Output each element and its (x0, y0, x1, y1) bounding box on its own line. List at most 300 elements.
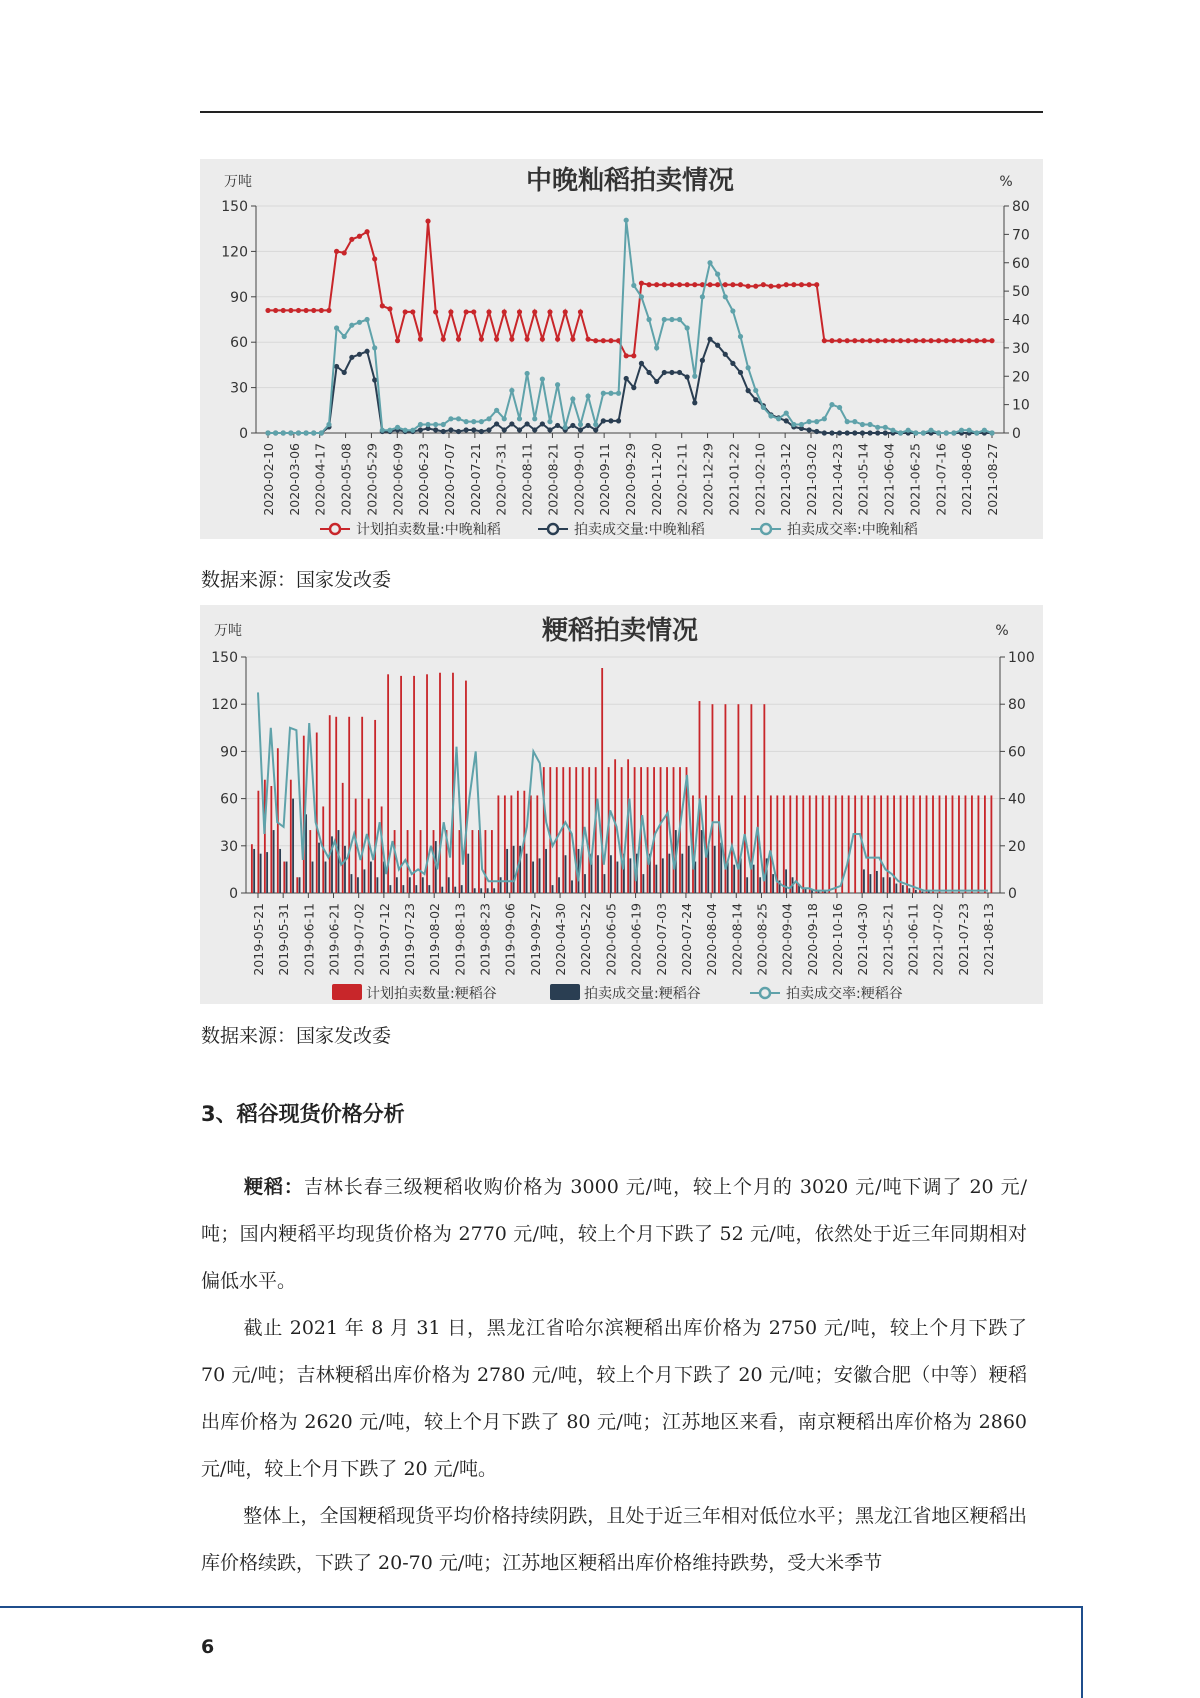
series-point (601, 418, 606, 423)
x-tick-label: 2021-08-06 (959, 443, 975, 516)
y-right-tick-label: 40 (1012, 312, 1030, 329)
y-right-tick-label: 0 (1012, 426, 1021, 442)
bar-1 (286, 862, 288, 893)
series-point (730, 308, 735, 313)
y-right-tick-label: 30 (1012, 340, 1030, 357)
bar-0 (472, 830, 474, 893)
series-point (662, 282, 667, 287)
series-point (883, 430, 888, 435)
x-tick-label: 2020-07-24 (678, 903, 694, 976)
series-point (913, 338, 918, 343)
y-right-tick-label: 70 (1012, 227, 1030, 244)
series-point (753, 284, 758, 289)
series-point (395, 338, 400, 343)
series-point (486, 416, 491, 421)
series-point (448, 427, 453, 432)
bar-1 (565, 855, 567, 893)
y-left-tick-label: 60 (230, 335, 248, 352)
bar-0 (712, 704, 714, 893)
x-tick-label: 2020-12-29 (700, 443, 716, 516)
series-point (342, 370, 347, 375)
bar-0 (257, 791, 259, 893)
series-point (692, 374, 697, 379)
bar-0 (880, 795, 882, 893)
bar-0 (919, 795, 921, 893)
bar-0 (828, 795, 830, 893)
bar-1 (668, 854, 670, 893)
bar-1 (759, 877, 761, 893)
bar-1 (415, 885, 417, 893)
x-tick-label: 2020-05-29 (364, 443, 380, 516)
series-point (761, 405, 766, 410)
bar-0 (965, 795, 967, 893)
bar-0 (789, 795, 791, 893)
series-point (570, 396, 575, 401)
x-tick-label: 2019-07-23 (402, 903, 418, 976)
series-point (547, 309, 552, 314)
bar-1 (292, 799, 294, 893)
series-point (944, 338, 949, 343)
series-point (646, 317, 651, 322)
y-right-tick-label: 40 (1008, 791, 1026, 808)
x-tick-label: 2021-07-23 (955, 903, 971, 976)
bar-0 (666, 767, 668, 893)
series-point (509, 337, 514, 342)
bar-1 (389, 885, 391, 893)
bar-1 (253, 849, 255, 893)
series-point (685, 282, 690, 287)
series-point (784, 411, 789, 416)
bar-0 (562, 767, 564, 893)
x-tick-label: 2020-12-11 (674, 443, 690, 516)
bar-0 (329, 715, 331, 893)
series-point (959, 338, 964, 343)
series-point (471, 419, 476, 424)
x-tick-label: 2019-05-31 (276, 903, 292, 976)
legend-label: 计划拍卖数量:粳稻谷 (366, 986, 497, 1002)
series-point (989, 430, 994, 435)
series-point (578, 309, 583, 314)
series-point (456, 337, 461, 342)
series-point (974, 338, 979, 343)
legend-swatch (550, 984, 580, 1000)
series-point (852, 430, 857, 435)
series-point (837, 430, 842, 435)
x-tick-label: 2020-07-21 (467, 443, 483, 516)
bar-0 (945, 795, 947, 893)
legend-swatch (332, 984, 362, 1000)
bar-0 (757, 795, 759, 893)
series-point (593, 422, 598, 427)
bar-1 (584, 874, 586, 893)
x-tick-label: 2019-08-23 (477, 903, 493, 976)
series-point (639, 281, 644, 286)
bar-1 (772, 874, 774, 893)
series-point (281, 430, 286, 435)
bar-0 (900, 795, 902, 893)
x-tick-label: 2020-08-21 (545, 443, 561, 516)
series-point (486, 427, 491, 432)
series-point (326, 422, 331, 427)
paragraph-1 (201, 1164, 1027, 1305)
chart-japonica-auction (200, 605, 1043, 1004)
bar-0 (906, 795, 908, 893)
bar-0 (926, 795, 928, 893)
series-point (570, 337, 575, 342)
series-point (319, 430, 324, 435)
bar-0 (536, 795, 538, 893)
bar-0 (361, 717, 363, 893)
bar-1 (753, 865, 755, 893)
series-point (425, 422, 430, 427)
x-tick-label: 2021-05-21 (880, 903, 896, 976)
bar-0 (251, 844, 253, 893)
series-point (471, 427, 476, 432)
series-point (867, 430, 872, 435)
bar-1 (532, 862, 534, 893)
series-point (372, 256, 377, 261)
x-tick-label: 2020-04-30 (553, 903, 569, 976)
bar-0 (316, 733, 318, 893)
bar-0 (971, 795, 973, 893)
series-point (555, 382, 560, 387)
series-point (806, 427, 811, 432)
series-point (380, 303, 385, 308)
bar-1 (545, 849, 547, 893)
series-point (867, 422, 872, 427)
series-point (860, 422, 865, 427)
series-point (852, 419, 857, 424)
series-point (822, 430, 827, 435)
bar-1 (526, 854, 528, 893)
x-tick-label: 2021-04-30 (855, 903, 871, 976)
series-point (364, 349, 369, 354)
x-tick-label: 2020-06-23 (416, 443, 432, 516)
series-point (646, 370, 651, 375)
bar-1 (688, 846, 690, 893)
series-point (387, 306, 392, 311)
y-right-tick-label: 80 (1008, 697, 1026, 714)
series-point (921, 338, 926, 343)
series-point (654, 379, 659, 384)
series-point (570, 423, 575, 428)
series-point (509, 388, 514, 393)
series-point (837, 405, 842, 410)
series-point (669, 370, 674, 375)
bar-0 (822, 795, 824, 893)
series-point (928, 428, 933, 433)
series-point (502, 416, 507, 421)
series-point (829, 430, 834, 435)
legend-label: 拍卖成交量:中晚籼稻 (574, 522, 705, 538)
bar-0 (342, 783, 344, 893)
y-right-tick-label: 100 (1008, 650, 1035, 666)
series-point (479, 429, 484, 434)
x-tick-label: 2020-07-31 (493, 443, 509, 516)
legend-label: 拍卖成交量:粳稻谷 (584, 986, 701, 1002)
bar-0 (932, 795, 934, 893)
bar-0 (673, 767, 675, 893)
series-point (715, 343, 720, 348)
bar-1 (863, 869, 865, 893)
bar-1 (642, 874, 644, 893)
y-right-tick-label: 60 (1008, 744, 1026, 761)
series-point (723, 282, 728, 287)
bar-1 (785, 869, 787, 893)
bar-1 (733, 865, 735, 893)
bar-0 (835, 795, 837, 893)
series-point (799, 422, 804, 427)
bar-1 (318, 843, 320, 893)
series-point (418, 422, 423, 427)
bar-1 (299, 877, 301, 893)
series-point (494, 421, 499, 426)
bar-0 (854, 795, 856, 893)
x-tick-label: 2021-08-13 (981, 903, 996, 976)
series-point (791, 422, 796, 427)
bar-0 (491, 830, 493, 893)
bar-1 (500, 877, 502, 893)
x-tick-label: 2020-08-25 (754, 903, 770, 976)
bar-1 (461, 885, 463, 893)
y-left-tick-label: 0 (239, 426, 248, 442)
series-point (502, 427, 507, 432)
series-point (639, 361, 644, 366)
series-point (723, 352, 728, 357)
series-point (585, 394, 590, 399)
bar-1 (617, 862, 619, 893)
bar-0 (770, 795, 772, 893)
series-point (532, 309, 537, 314)
paragraph-3 (201, 1493, 1027, 1587)
series-point (387, 428, 392, 433)
bar-0 (621, 767, 623, 893)
x-tick-label: 2021-03-12 (778, 443, 794, 516)
bar-0 (867, 795, 869, 893)
chart-source-2: 数据来源：国家发改委 (201, 1025, 392, 1047)
series-point (936, 338, 941, 343)
series-point (951, 430, 956, 435)
y-left-unit: 万吨 (214, 623, 242, 639)
bar-0 (718, 795, 720, 893)
series-point (364, 229, 369, 234)
japonica-auction-chart-svg (200, 605, 1043, 1004)
series-point (357, 352, 362, 357)
series-point (616, 418, 621, 423)
series-point (517, 309, 522, 314)
legend-label: 拍卖成交率:粳稻谷 (786, 986, 903, 1002)
bar-0 (348, 717, 350, 893)
series-point (265, 430, 270, 435)
series-point (334, 249, 339, 254)
bar-1 (928, 891, 930, 893)
legend-swatch-dot (760, 988, 770, 998)
bar-1 (552, 885, 554, 893)
x-tick-label: 2020-10-16 (829, 903, 845, 976)
bar-0 (990, 795, 992, 893)
series-point (730, 282, 735, 287)
bar-1 (746, 877, 748, 893)
bar-1 (662, 858, 664, 893)
x-tick-label: 2020-06-19 (628, 903, 644, 976)
series-point (936, 430, 941, 435)
y-left-tick-label: 90 (230, 289, 248, 306)
bar-0 (874, 795, 876, 893)
bar-0 (588, 767, 590, 893)
bar-0 (744, 795, 746, 893)
series-point (837, 338, 842, 343)
y-left-tick-label: 30 (220, 838, 238, 855)
series-point (464, 427, 469, 432)
bar-1 (325, 862, 327, 893)
series-point (418, 427, 423, 432)
x-tick-label: 2020-09-29 (623, 443, 638, 516)
x-tick-label: 2019-09-06 (502, 903, 518, 976)
x-tick-label: 2021-01-22 (726, 443, 742, 516)
bar-1 (876, 871, 878, 893)
series-point (921, 430, 926, 435)
series-point (883, 338, 888, 343)
chart-title: 粳稻拍卖情况 (541, 616, 699, 646)
series-point (631, 385, 636, 390)
series-point (723, 294, 728, 299)
series-point (479, 337, 484, 342)
series-point (974, 430, 979, 435)
bar-1 (493, 888, 495, 893)
series-point (692, 400, 697, 405)
series-point (677, 370, 682, 375)
y-right-unit: % (995, 623, 1009, 639)
bar-1 (402, 885, 404, 893)
bar-1 (344, 846, 346, 893)
series-point (662, 317, 667, 322)
series-point (601, 391, 606, 396)
bar-1 (338, 830, 340, 893)
bar-1 (312, 862, 314, 893)
y-right-unit: % (999, 174, 1013, 190)
series-point (753, 397, 758, 402)
bar-1 (915, 890, 917, 893)
series-point (517, 416, 522, 421)
series-line (258, 692, 988, 890)
series-point (624, 353, 629, 358)
legend-label: 计划拍卖数量:中晚籼稻 (356, 522, 501, 538)
series-point (829, 338, 834, 343)
bar-0 (309, 830, 311, 893)
bar-1 (610, 855, 612, 893)
series-point (822, 338, 827, 343)
series-point (585, 423, 590, 428)
chart-indica-auction (200, 159, 1043, 539)
series-point (425, 219, 430, 224)
series-point (471, 309, 476, 314)
bar-1 (376, 877, 378, 893)
series-point (989, 338, 994, 343)
y-right-tick-label: 60 (1012, 255, 1030, 272)
section-heading: 3、稻谷现货价格分析 (201, 1102, 405, 1126)
series-point (433, 427, 438, 432)
series-point (448, 416, 453, 421)
series-point (890, 338, 895, 343)
series-point (677, 282, 682, 287)
x-tick-label: 2019-07-12 (376, 903, 392, 976)
series-point (738, 282, 743, 287)
series-point (319, 308, 324, 313)
x-tick-label: 2020-03-06 (286, 443, 302, 516)
series-point (578, 427, 583, 432)
paragraph-text: 截止 2021 年 8 月 31 日，黑龙江省哈尔滨粳稻出库价格为 2750 元/吨，较上个月下跌了 70 元/吨；吉林粳稻出库价格为 2780 元/吨，较上个月下跌了 20 元/吨；安徽合肥（中等）粳稻出库价格为 2620 元/吨，较上个月下跌了 80 元/吨；江苏地区来看，南京粳稻出库价格为 2860 元/吨，较上个月下跌了 20 元/吨。 (201, 1317, 1027, 1480)
bar-1 (889, 877, 891, 893)
x-tick-label: 2020-07-07 (442, 443, 457, 516)
series-point (532, 416, 537, 421)
series-point (685, 374, 690, 379)
series-point (715, 282, 720, 287)
series-point (669, 317, 674, 322)
series-point (784, 418, 789, 423)
bar-1 (655, 865, 657, 893)
y-left-tick-label: 90 (220, 744, 238, 761)
page-number: 6 (201, 1636, 215, 1658)
series-point (578, 422, 583, 427)
series-point (334, 325, 339, 330)
bar-1 (487, 888, 489, 893)
series-point (730, 361, 735, 366)
x-tick-label: 2021-04-23 (829, 443, 845, 516)
series-point (479, 419, 484, 424)
series-point (944, 430, 949, 435)
x-tick-label: 2020-09-04 (779, 903, 795, 976)
x-tick-label: 2021-03-02 (804, 443, 819, 516)
x-tick-label: 2019-09-27 (527, 903, 543, 976)
bar-0 (420, 830, 422, 893)
series-point (875, 338, 880, 343)
series-point (342, 334, 347, 339)
series-point (593, 338, 598, 343)
series-point (685, 325, 690, 330)
series-point (738, 334, 743, 339)
series-point (555, 337, 560, 342)
y-right-tick-label: 50 (1012, 284, 1030, 301)
bar-0 (939, 795, 941, 893)
series-point (791, 282, 796, 287)
bar-0 (978, 795, 980, 893)
bar-0 (374, 720, 376, 893)
bar-0 (465, 681, 467, 893)
x-tick-label: 2020-02-10 (261, 443, 276, 516)
series-point (494, 408, 499, 413)
x-tick-label: 2020-04-17 (312, 443, 328, 516)
bar-1 (908, 888, 910, 893)
bar-0 (783, 795, 785, 893)
series-point (563, 309, 568, 314)
bar-0 (459, 830, 461, 893)
y-right-tick-label: 0 (1008, 886, 1017, 902)
series-point (509, 421, 514, 426)
series-point (692, 282, 697, 287)
series-point (700, 294, 705, 299)
series-point (631, 283, 636, 288)
series-point (631, 353, 636, 358)
series-point (776, 416, 781, 421)
series-point (845, 430, 850, 435)
series-point (806, 282, 811, 287)
paragraph-text: 整体上，全国粳稻现货平均价格持续阴跌，且处于近三年相对低位水平；黑龙江省地区粳稻出库价格续跌，下跌了 20-70 元/吨；江苏地区粳稻出库价格维持跌势，受大米季节 (201, 1505, 1027, 1574)
bar-1 (260, 854, 262, 893)
series-point (349, 355, 354, 360)
x-tick-label: 2019-08-13 (452, 903, 468, 976)
x-tick-label: 2020-09-18 (804, 903, 820, 976)
bar-1 (714, 846, 716, 893)
